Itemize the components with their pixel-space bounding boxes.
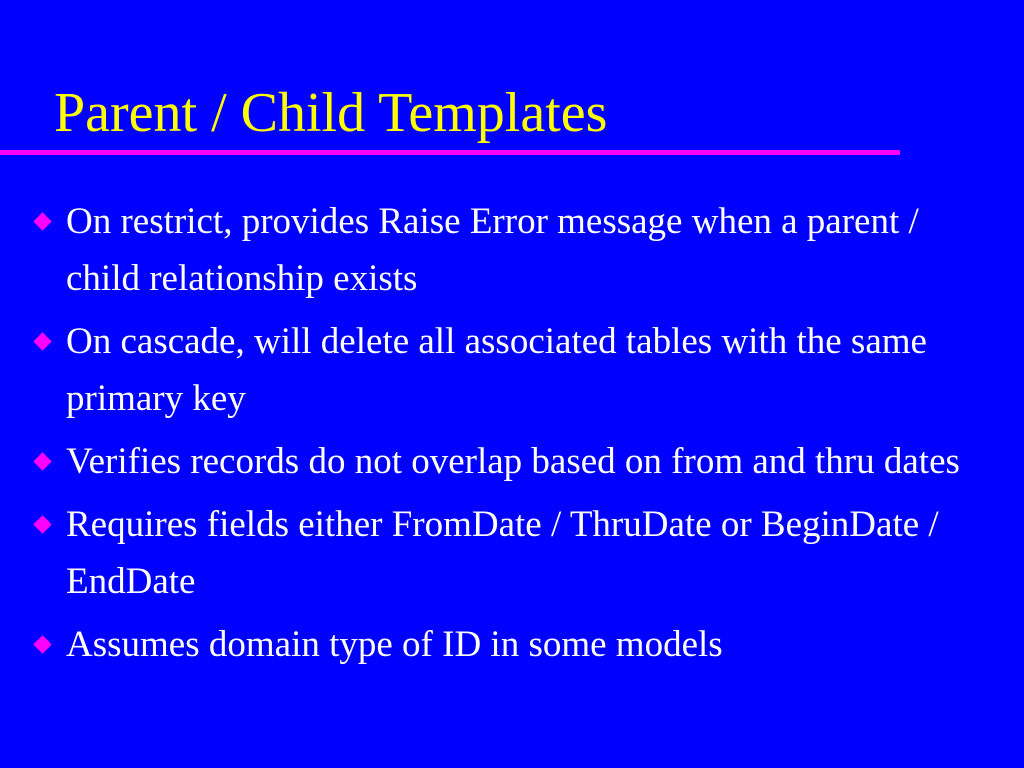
title-underline: [0, 150, 900, 155]
slide-title: Parent / Child Templates: [54, 82, 608, 144]
bullet-list: [0, 193, 1024, 679]
bullet-text: Requires fields either FromDate / ThruDate or BeginDate / EndDate: [66, 504, 939, 602]
bullet-item: [0, 496, 1024, 610]
bullet-item: [0, 433, 1024, 490]
bullet-text: On cascade, will delete all associated tables with the same primary key: [66, 321, 927, 419]
bullet-item: [0, 616, 1024, 673]
bullet-item: [0, 313, 1024, 427]
bullet-text: Assumes domain type of ID in some models: [66, 624, 723, 665]
diamond-bullet-icon: [33, 332, 51, 350]
bullet-text: On restrict, provides Raise Error message when a parent / child relationship exists: [66, 201, 919, 299]
diamond-bullet-icon: [33, 452, 51, 470]
diamond-bullet-icon: [33, 212, 51, 230]
diamond-bullet-icon: [33, 635, 51, 653]
diamond-bullet-icon: [33, 515, 51, 533]
bullet-item: [0, 193, 1024, 307]
bullet-text: Verifies records do not overlap based on from and thru dates: [66, 441, 960, 482]
